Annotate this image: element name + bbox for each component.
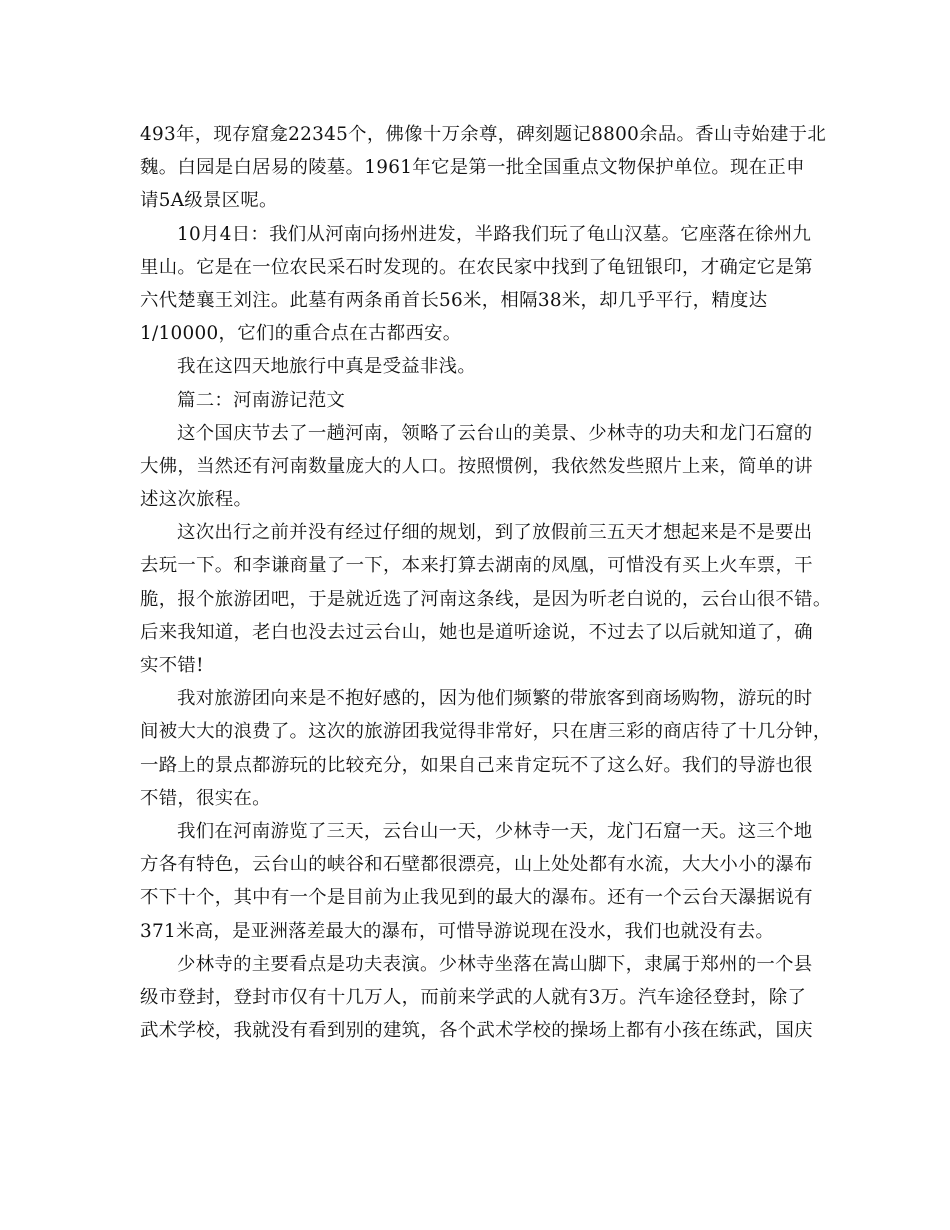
text-line: 493年，现存窟龛22345个，佛像十万余尊，碑刻题记8800余品。香山寺始建于北 xyxy=(140,124,827,145)
paragraph xyxy=(140,417,812,517)
text-line: 不下十个，其中有一个是目前为止我见到的最大的瀑布。还有一个云台天瀑据说有 xyxy=(140,887,813,909)
paragraph xyxy=(140,516,832,682)
text-line: 魏。白园是白居易的陵墓。1961年它是第一批全国重点文物保护单位。现在正申 xyxy=(140,157,805,179)
text-line: 里山。它是在一位农民采石时发现的。在农民家中找到了龟钮银印，才确定它是第 xyxy=(140,256,813,278)
paragraph xyxy=(140,815,812,948)
text-line: 一路上的景点都游玩的比较充分，如果自己来肯定玩不了这么好。我们的导游也很 xyxy=(140,754,813,776)
text-line: 后来我知道，老白也没去过云台山，她也是道听途说，不过去了以后就知道了，确 xyxy=(140,621,813,643)
paragraph xyxy=(140,948,812,1048)
text-line: 大佛，当然还有河南数量庞大的人口。按照惯例，我依然发些照片上来，简单的讲 xyxy=(140,455,813,477)
text-line: 实不错! xyxy=(140,655,204,676)
paragraph xyxy=(140,118,827,218)
text-line: 方各有特色，云台山的峡谷和石壁都很漂亮，山上处处都有水流，大大小小的瀑布 xyxy=(140,854,813,876)
text-line: 这次出行之前并没有经过仔细的规划，到了放假前三五天才想起来是不是要出 xyxy=(177,522,813,544)
text-line: 述这次旅程。 xyxy=(140,489,253,511)
text-line: 不错，很实在。 xyxy=(140,787,271,809)
text-line: 间被大大的浪费了。这次的旅游团我觉得非常好，只在唐三彩的商店待了十几分钟， xyxy=(140,721,832,743)
text-line: 去玩一下。和李谦商量了一下，本来打算去湖南的凤凰，可惜没有买上火车票，干 xyxy=(140,555,813,577)
paragraph xyxy=(140,384,812,417)
text-line: 我在这四天地旅行中真是受益非浅。 xyxy=(177,356,477,378)
paragraph xyxy=(140,682,832,815)
text-line: 这个国庆节去了一趟河南，领略了云台山的美景、少林寺的功夫和龙门石窟的 xyxy=(177,422,813,444)
text-line: 篇二：河南游记范文 xyxy=(177,389,346,411)
text-line: 10月4日：我们从河南向扬州进发，半路我们玩了龟山汉墓。它座落在徐州九 xyxy=(177,223,812,245)
text-line: 六代楚襄王刘注。此墓有两条甬首长56米，相隔38米，却几乎平行，精度达 xyxy=(140,289,768,311)
paragraph xyxy=(140,350,812,383)
text-line: 我们在河南游览了三天，云台山一天，少林寺一天，龙门石窟一天。这三个地 xyxy=(177,820,813,842)
text-line: 少林寺的主要看点是功夫表演。少林寺坐落在嵩山脚下，隶属于郑州的一个县 xyxy=(177,953,813,975)
text-line: 1/10000，它们的重合点在古都西安。 xyxy=(140,323,462,345)
text-line: 脆，报个旅游团吧，于是就近选了河南这条线，是因为听老白说的，云台山很不错。 xyxy=(140,588,832,610)
text-line: 371米高，是亚洲落差最大的瀑布，可惜导游说现在没水，我们也就没有去。 xyxy=(140,920,775,942)
paragraph xyxy=(140,218,812,351)
text-line: 我对旅游团向来是不抱好感的，因为他们频繁的带旅客到商场购物，游玩的时 xyxy=(177,688,813,710)
text-line: 武术学校，我就没有看到别的建筑，各个武术学校的操场上都有小孩在练武，国庆 xyxy=(140,1020,813,1042)
document-body xyxy=(140,118,832,1047)
text-line: 请5A级景区呢。 xyxy=(140,190,278,212)
text-line: 级市登封，登封市仅有十几万人，而前来学武的人就有3万。汽车途径登封，除了 xyxy=(140,986,807,1008)
